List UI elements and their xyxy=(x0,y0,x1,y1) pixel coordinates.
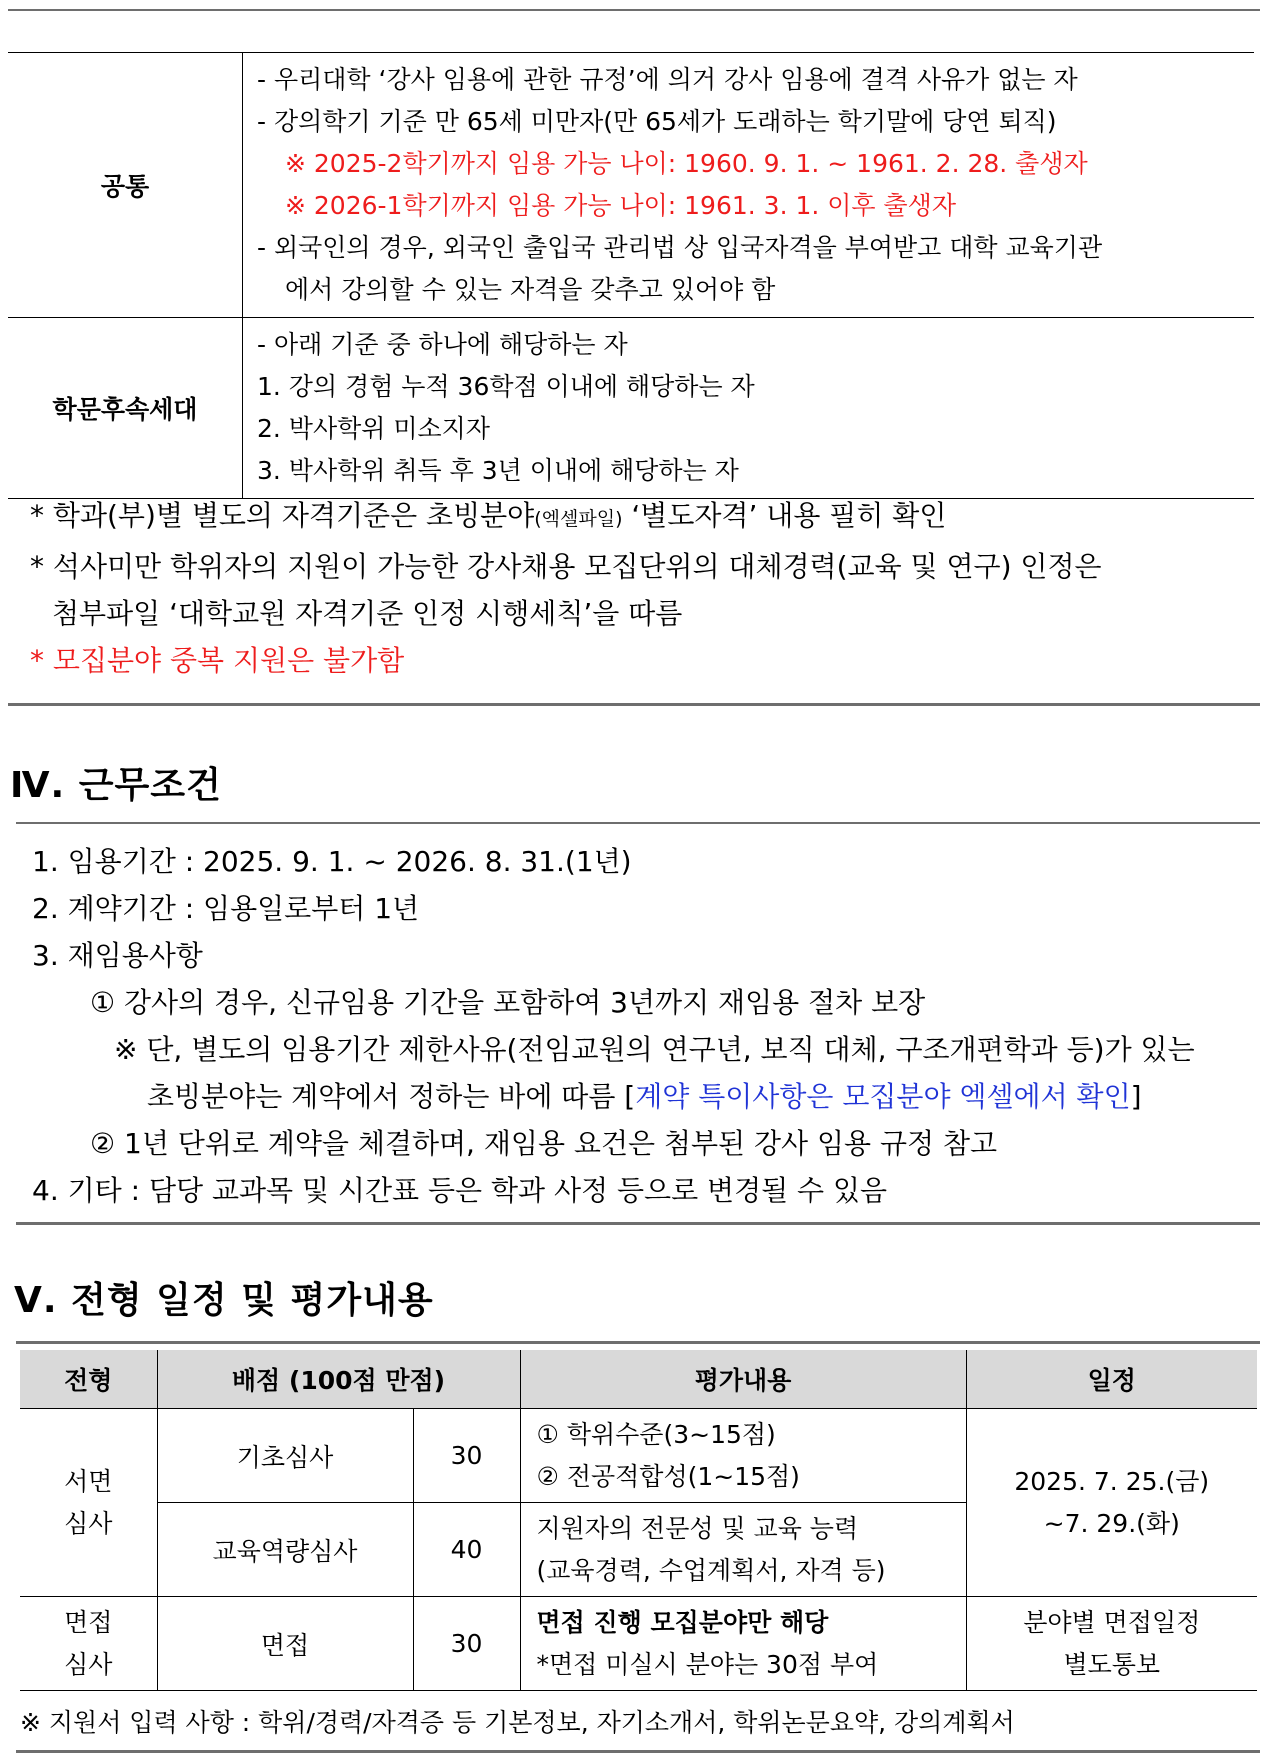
section-4-rule xyxy=(16,822,1260,824)
age-limit-note: ※ 2026-1학기까지 임용 가능 나이: 1961. 3. 1. 이후 출생자 xyxy=(285,191,956,220)
interview-score: 30 xyxy=(413,1597,520,1691)
stage-text: 서면 xyxy=(64,1466,113,1496)
common-criteria xyxy=(243,53,1255,318)
note-alternative-career-cont: 첨부파일 ‘대학교원 자격기준 인정 시행세칙’을 따름 xyxy=(52,597,683,630)
note-small-text: (엑셀파일) xyxy=(534,508,623,530)
stage-text: 심사 xyxy=(64,1508,113,1538)
work-item-period: 1. 임용기간 : 2025. 9. 1. ~ 2026. 8. 31.(1년) xyxy=(32,845,632,878)
section-divider xyxy=(16,1222,1260,1225)
header-schedule: 일정 xyxy=(966,1350,1257,1409)
criteria-line: 2. 박사학위 미소지자 xyxy=(257,414,490,443)
header-score: 배점 (100점 만점) xyxy=(157,1350,520,1409)
basic-review-name: 기초심사 xyxy=(157,1409,413,1503)
table-row-interview xyxy=(20,1597,1257,1691)
row-label-successor: 학문후속세대 xyxy=(8,318,243,499)
note-text: ‘별도자격’ 내용 필히 확인 xyxy=(622,499,947,532)
reappointment-sub-1: ① 강사의 경우, 신규임용 기간을 포함하여 3년까지 재임용 절차 보장 xyxy=(90,986,926,1019)
work-conditions xyxy=(32,838,1195,1214)
reappointment-note: ※ 단, 별도의 임용기간 제한사유(전임교원의 연구년, 보직 대체, 구조개편학과 등)가 있는 xyxy=(114,1033,1195,1066)
successor-criteria xyxy=(243,318,1255,499)
basic-review-content xyxy=(520,1409,966,1503)
interview-schedule xyxy=(966,1597,1257,1691)
work-item-contract: 2. 계약기간 : 임용일로부터 1년 xyxy=(32,892,420,925)
stage-interview xyxy=(20,1597,157,1691)
note-separate-criteria xyxy=(30,492,1102,543)
schedule-text: 별도통보 xyxy=(1063,1649,1161,1679)
excel-check-link[interactable]: 계약 특이사항은 모집분야 엑셀에서 확인 xyxy=(635,1080,1131,1113)
interview-name: 면접 xyxy=(157,1597,413,1691)
schedule-text: ~7. 29.(화) xyxy=(1043,1508,1180,1538)
content-line: *면접 미실시 분야는 30점 부여 xyxy=(536,1649,879,1679)
criteria-line: - 아래 기준 중 하나에 해당하는 자 xyxy=(257,330,628,359)
qualification-row-common xyxy=(8,53,1254,318)
schedule-text: 분야별 면접일정 xyxy=(1023,1607,1201,1637)
bottom-divider xyxy=(16,1750,1260,1753)
basic-review-score: 30 xyxy=(413,1409,520,1503)
note-alternative-career: * 석사미만 학위자의 지원이 가능한 강사채용 모집단위의 대체경력(교육 및 연구) 인정은 xyxy=(30,550,1102,583)
note-text: * 학과(부)별 별도의 자격기준은 초빙분야 xyxy=(30,499,535,532)
note-text: ] xyxy=(1130,1080,1142,1113)
note-text: 초빙분야는 계약에서 정하는 바에 따름 [ xyxy=(147,1080,636,1113)
note-no-duplicate: * 모집분야 중복 지원은 불가함 xyxy=(30,644,405,677)
section-4-title: Ⅳ. 근무조건 xyxy=(10,765,222,806)
section-5-title: Ⅴ. 전형 일정 및 평가내용 xyxy=(14,1280,434,1321)
section-divider xyxy=(8,703,1260,706)
content-line: (교육경력, 수업계획서, 자격 등) xyxy=(536,1555,886,1585)
section-5-rule xyxy=(16,1341,1260,1344)
content-line: ① 학위수준(3~15점) xyxy=(536,1419,776,1449)
criteria-line: - 우리대학 ‘강사 임용에 관한 규정’에 의거 강사 임용에 결격 사유가 없는 자 xyxy=(257,65,1078,94)
row-label-common: 공통 xyxy=(8,53,243,318)
table-header-row xyxy=(20,1350,1257,1409)
stage-text: 심사 xyxy=(64,1649,113,1679)
reappointment-sub-2: ② 1년 단위로 계약을 체결하며, 재임용 요건은 첨부된 강사 임용 규정 참고 xyxy=(90,1127,998,1160)
teaching-review-score: 40 xyxy=(413,1503,520,1597)
qualification-table xyxy=(8,52,1254,499)
teaching-review-name: 교육역량심사 xyxy=(157,1503,413,1597)
qualification-notes xyxy=(30,492,1102,684)
table-row-basic xyxy=(20,1409,1257,1503)
work-item-reappointment: 3. 재임용사항 xyxy=(32,939,203,972)
evaluation-schedule-table xyxy=(20,1350,1257,1691)
criteria-line: - 외국인의 경우, 외국인 출입국 관리법 상 입국자격을 부여받고 대학 교육기관 xyxy=(257,233,1103,262)
reappointment-note-cont xyxy=(32,1073,1195,1120)
stage-written xyxy=(20,1409,157,1597)
content-line: 면접 진행 모집분야만 해당 xyxy=(536,1607,829,1637)
application-footnote: ※ 지원서 입력 사항 : 학위/경력/자격증 등 기본정보, 자기소개서, 학위논문요약, 강의계획서 xyxy=(20,1708,1015,1737)
age-limit-note: ※ 2025-2학기까지 임용 가능 나이: 1960. 9. 1. ~ 1961. 2. 28. 출생자 xyxy=(285,149,1088,178)
header-content: 평가내용 xyxy=(520,1350,966,1409)
header-stage: 전형 xyxy=(20,1350,157,1409)
qualification-row-successor xyxy=(8,318,1254,499)
stage-text: 면접 xyxy=(64,1607,113,1637)
content-line: 지원자의 전문성 및 교육 능력 xyxy=(536,1513,859,1543)
interview-content xyxy=(520,1597,966,1691)
content-line: ② 전공적합성(1~15점) xyxy=(536,1461,800,1491)
top-divider xyxy=(8,9,1260,11)
written-schedule xyxy=(966,1409,1257,1597)
criteria-line: 3. 박사학위 취득 후 3년 이내에 해당하는 자 xyxy=(257,456,739,485)
work-item-other: 4. 기타 : 담당 교과목 및 시간표 등은 학과 사정 등으로 변경될 수 있음 xyxy=(32,1174,888,1207)
criteria-line: 1. 강의 경험 누적 36학점 이내에 해당하는 자 xyxy=(257,372,755,401)
criteria-line: - 강의학기 기준 만 65세 미만자(만 65세가 도래하는 학기말에 당연 퇴직) xyxy=(257,107,1057,136)
schedule-text: 2025. 7. 25.(금) xyxy=(1014,1466,1210,1496)
teaching-review-content xyxy=(520,1503,966,1597)
criteria-line: 에서 강의할 수 있는 자격을 갖추고 있어야 함 xyxy=(285,275,776,304)
